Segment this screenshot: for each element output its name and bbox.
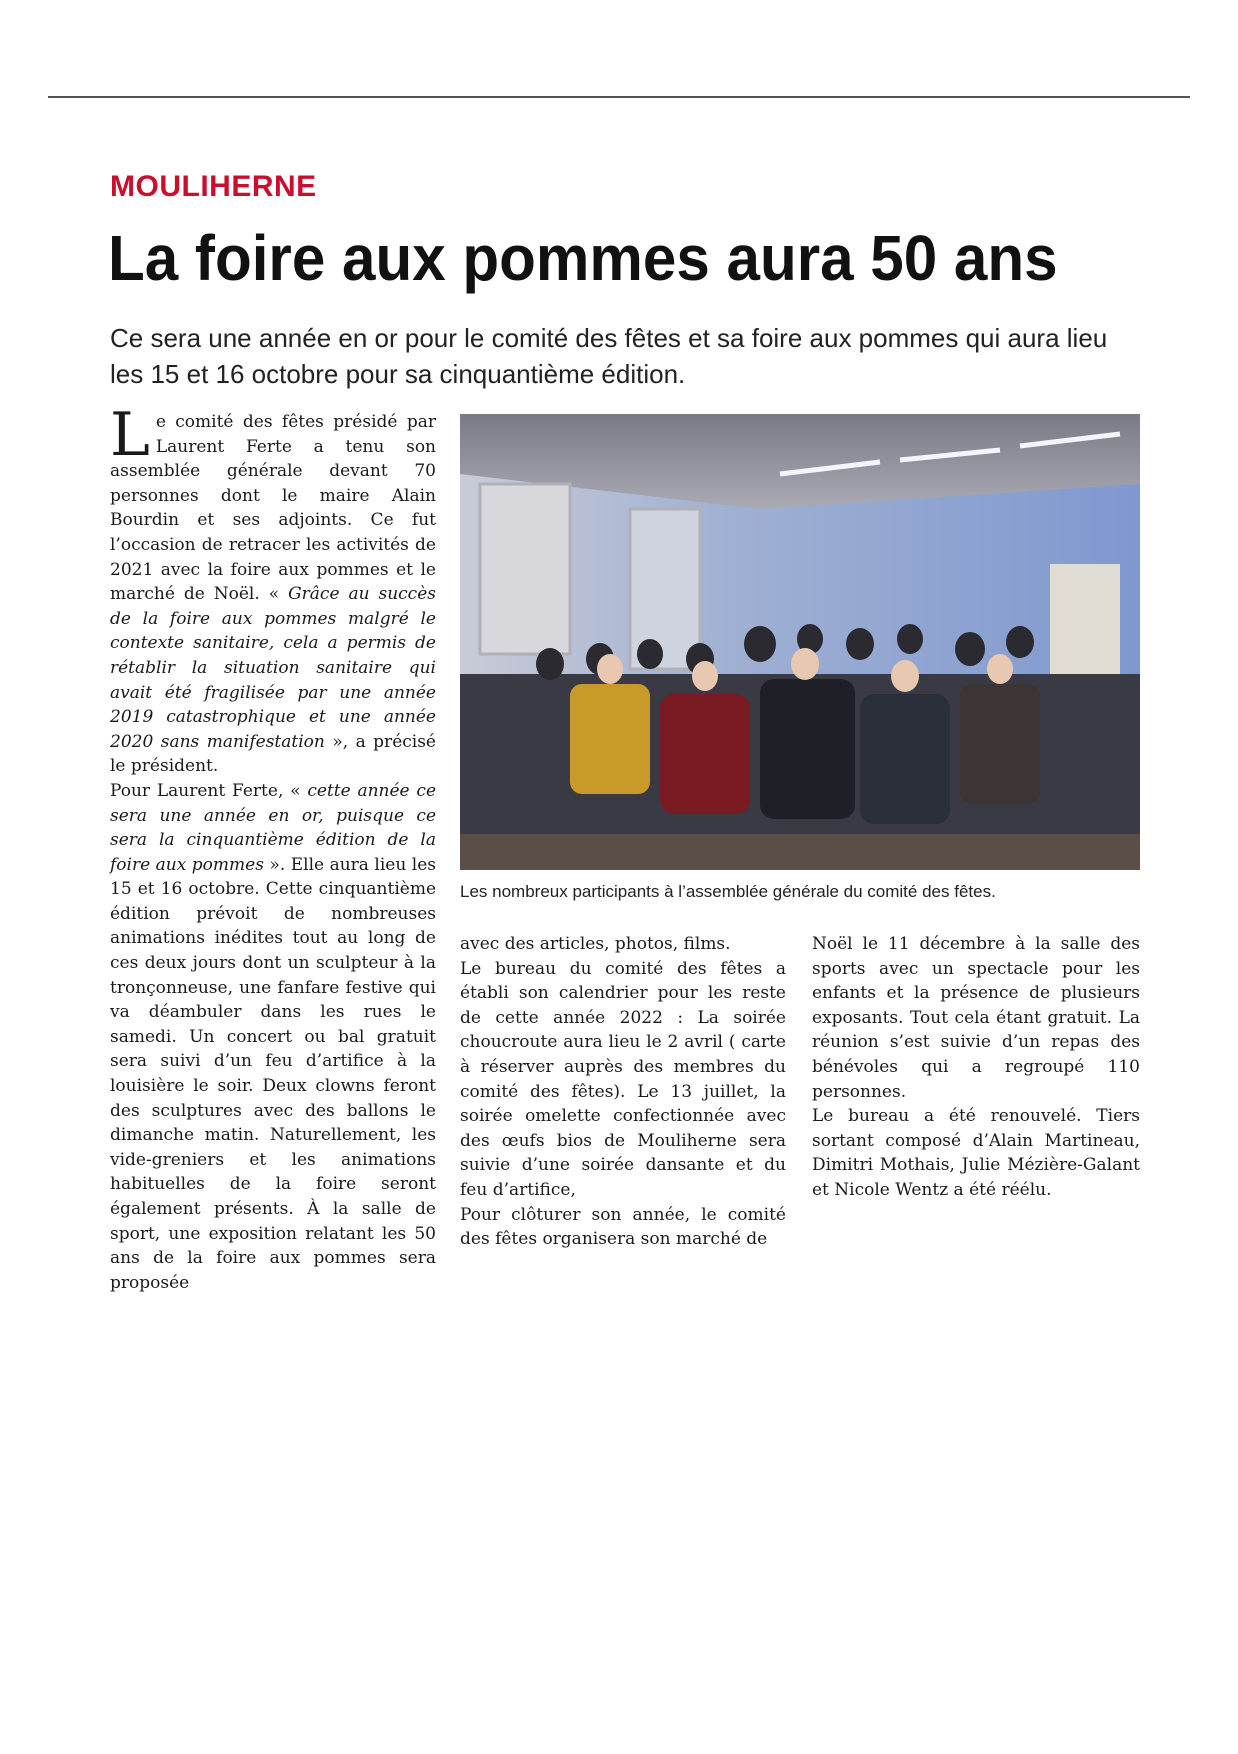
- section-kicker: MOULIHERNE: [110, 170, 317, 203]
- quote: cette année ce sera une année en or, puisque ce sera la cinquantième édition de la foire aux pommes: [110, 780, 436, 875]
- text: », a précisé le président.: [110, 731, 436, 777]
- paragraph: Le bureau du comité des fêtes a établi son calendrier pour les reste de cette année 2022 : La soirée choucroute aura lieu le 2 avril ( carte à réserver auprès des membres du comité des fêtes). Le 13 juillet, la soirée omelette confectionnée avec des œufs bios de Mouliherne sera suivie d’une soirée dansante et du feu d’artifice,: [460, 958, 786, 1200]
- quote: Grâce au succès de la foire aux pommes malgré le contexte sanitaire, cela a permis de rétablir la situation sanitaire qui avait été fragilisée par une année 2019 catastrophique et une année 2020 sans manifestation: [110, 584, 436, 752]
- column-3: [812, 932, 1140, 1203]
- standfirst: Ce sera une année en or pour le comité des fêtes et sa foire aux pommes qui aura lieu les 15 et 16 octobre pour sa cinquantième édition.: [110, 323, 1108, 389]
- text: ». Elle aura lieu les 15 et 16 octobre. Cette cinquantième édition prévoit de nombreuses animations inédites tout au long de ces deux jours dont un sculpteur à la tronçonneuse, une fanfare festive qui va déambuler dans les rues le samedi. Un concert ou bal gratuit sera suivi d’un feu d’artifice à la louisière le soir. Deux clowns feront des sculptures avec des ballons le dimanche matin. Naturellement, les vide-greniers et les animations habituelles de la foire seront également présents. À la salle de sport, une exposition relatant les 50 ans de la foire aux pommes sera proposée: [110, 854, 436, 1293]
- paragraph: [110, 400, 436, 779]
- text: e comité des fêtes présidé par Laurent Ferte a tenu son assemblée générale devant 70 personnes dont le maire Alain Bourdin et ses adjoints. Ce fut l’occasion de retracer les activités de 2021 avec la foire aux pommes et le marché de Noël. «: [110, 412, 436, 605]
- column-2: [460, 932, 786, 1252]
- text: Pour Laurent Ferte, «: [110, 780, 308, 801]
- paragraph: Noël le 11 décembre à la salle des sports avec un spectacle pour les enfants et la présence de plusieurs exposants. Tout cela étant gratuit. La réunion s’est suivie d’un repas des bénévoles qui a regroupé 110 personnes.: [812, 934, 1140, 1102]
- drop-cap: L: [110, 400, 150, 470]
- paragraph: Pour clôturer son année, le comité des fêtes organisera son marché de: [460, 1204, 786, 1250]
- top-rule: [48, 96, 1190, 98]
- headline: La foire aux pommes aura 50 ans: [108, 222, 1058, 294]
- paragraph: [110, 779, 436, 1295]
- column-1: [110, 400, 436, 1295]
- meeting-photo-illustration: [460, 414, 1140, 870]
- meeting-photo: [460, 414, 1140, 870]
- paragraph: Le bureau a été renouvelé. Tiers sortant composé d’Alain Martineau, Dimitri Mothais, Julie Mézière-Galant et Nicole Wentz a été réélu.: [812, 1106, 1140, 1200]
- paragraph: avec des articles, photos, films.: [460, 934, 731, 954]
- photo-caption: Les nombreux participants à l’assemblée générale du comité des fêtes.: [460, 882, 996, 901]
